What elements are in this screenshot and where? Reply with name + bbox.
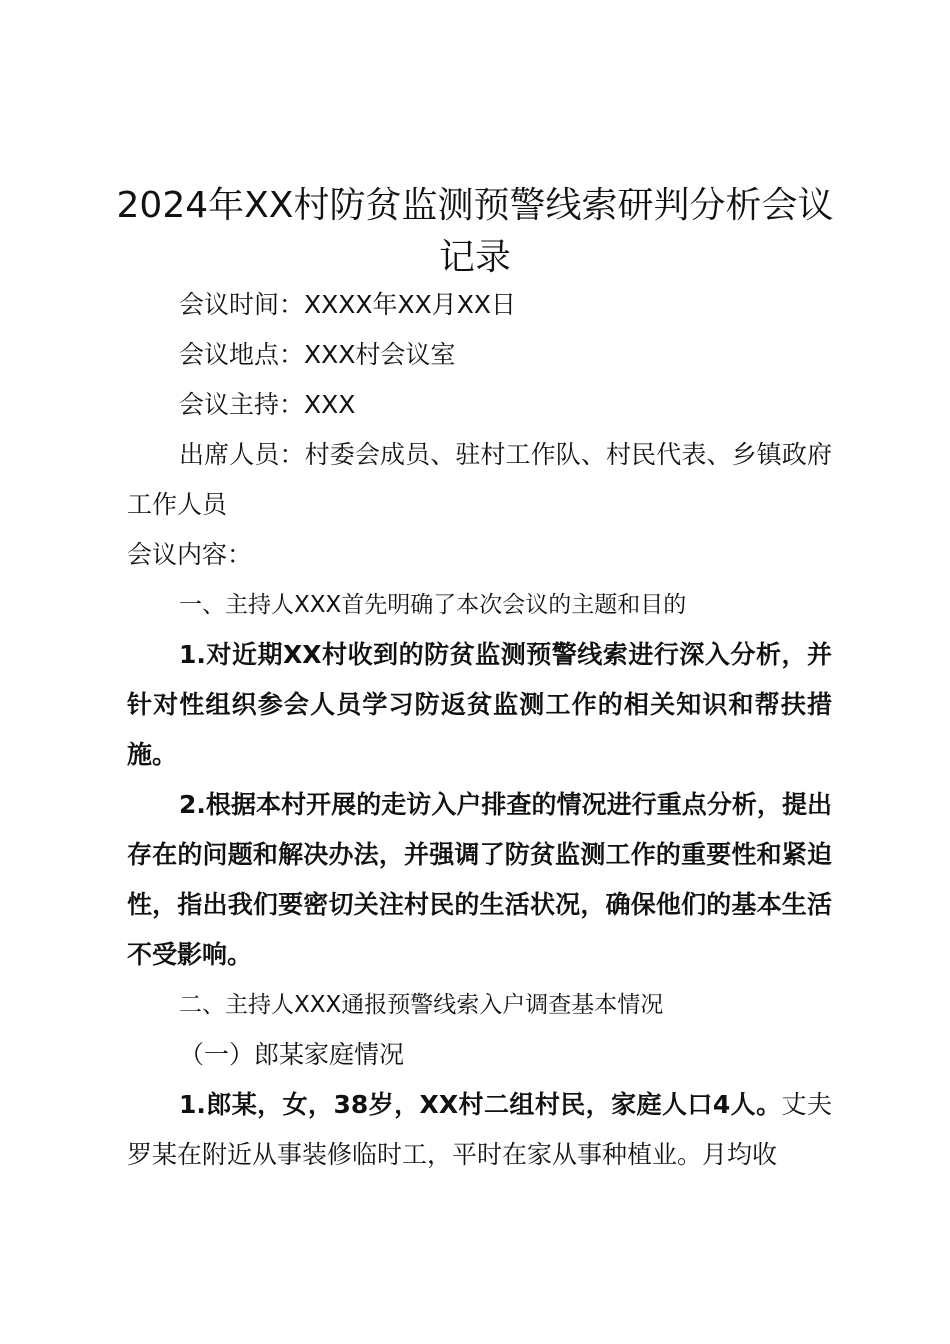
section-two-item-1-lead: 1.郎某，女，38岁，XX村二组村民，家庭人口4人。 (179, 1090, 782, 1119)
meeting-host: 会议主持：XXX (179, 390, 356, 419)
meeting-place: 会议地点：XXX村会议室 (179, 340, 456, 369)
section-two-sub-1: （一）郎某家庭情况 (179, 1040, 405, 1069)
section-two-item-1-text: 丈夫罗某在附近从事装修临时工，平时在家从事种植业。月均收 (127, 1090, 832, 1169)
meeting-attendees: 出席人员：村委会成员、驻村工作队、村民代表、乡镇政府工作人员 (127, 440, 832, 519)
section-two-item-1 (127, 1080, 832, 1180)
meeting-time: 会议时间：XXXX年XX月XX日 (179, 290, 517, 319)
section-one-item-1: 1.对近期XX村收到的防贫监测预警线索进行深入分析，并针对性组织参会人员学习防返贫监测工作的相关知识和帮扶措施。 (127, 640, 832, 769)
section-two-heading: 二、主持人XXX通报预警线索入户调查基本情况 (179, 992, 664, 1018)
section-one-item-2: 2.根据本村开展的走访入户排查的情况进行重点分析，提出存在的问题和解决办法，并强调了防贫监测工作的重要性和紧迫性，指出我们要密切关注村民的生活状况，确保他们的基本生活不受影响。 (127, 790, 832, 969)
content-label: 会议内容： (127, 540, 253, 569)
section-one-heading: 一、主持人XXX首先明确了本次会议的主题和目的 (179, 592, 687, 618)
document-title: 2024年XX村防贫监测预警线索研判分析会议记录 (116, 185, 834, 278)
